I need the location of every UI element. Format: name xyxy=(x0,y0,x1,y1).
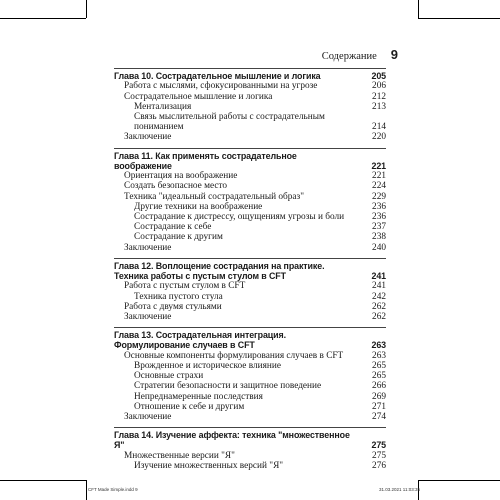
toc-entry-text: Ориентация на воображение xyxy=(124,171,238,182)
toc-entry-text: Заключение xyxy=(124,242,172,253)
chapter-title-text: Глава 14. Изучение аффекта: техника "множественное Я" xyxy=(114,430,350,451)
toc-entry-page: 206 xyxy=(372,81,386,92)
toc-entry-page: 241 xyxy=(372,281,386,292)
toc-entry-page: 237 xyxy=(372,222,386,233)
toc-chapter-title xyxy=(114,149,386,172)
toc-entry-text: Основные компоненты формулирования случаев в CFT xyxy=(124,350,344,361)
toc-entry xyxy=(114,302,386,312)
page-number: 9 xyxy=(390,47,398,62)
toc-entry-text: Сострадательное мышление и логика xyxy=(124,91,273,102)
toc-entry-text: Заключение xyxy=(124,132,172,143)
toc-entry xyxy=(114,232,386,242)
toc-entry-page: 266 xyxy=(372,381,386,392)
chapter-page-number: 241 xyxy=(371,271,386,282)
toc-entry-text: Сострадание к дистрессу, ощущениям угрозы и боли xyxy=(134,211,345,222)
toc-entry xyxy=(114,351,386,361)
toc-entry xyxy=(114,171,386,181)
toc-chapter-title xyxy=(114,69,386,81)
toc-entry-text: Создать безопасное место xyxy=(124,181,228,192)
toc-entry xyxy=(114,281,386,291)
crop-mark xyxy=(0,18,86,19)
toc-entry xyxy=(114,371,386,381)
toc-entry xyxy=(114,212,386,222)
chapter-title-text: Глава 13. Сострадательная интеграция. Формулирование случаев в CFT xyxy=(114,330,286,351)
print-slug-file: CFT Made Simple.indd 9 xyxy=(88,487,138,492)
toc-entry-page: 263 xyxy=(372,350,386,361)
toc-chapter xyxy=(114,258,386,322)
toc-entry-text: Другие техники на воображение xyxy=(134,201,263,212)
chapter-title-text: Глава 12. Воплощение сострадания на практике. Техника работы с пустым стулом в CFT xyxy=(114,260,325,282)
running-header xyxy=(322,47,398,62)
toc-entry-text: Непреднамеренные последствия xyxy=(134,391,263,402)
crop-mark xyxy=(0,480,86,481)
toc-entry-text: Работа с двумя стульями xyxy=(124,301,222,312)
toc-entry xyxy=(114,102,386,112)
toc-entry xyxy=(114,81,386,91)
toc-entry-text: Работа с пустым стулом в CFT xyxy=(124,281,246,292)
toc-entry-page: 269 xyxy=(372,391,386,402)
toc-entry-page: 240 xyxy=(372,242,386,253)
toc-entry-page: 229 xyxy=(372,191,386,202)
toc-entry-page: 213 xyxy=(372,101,386,112)
toc-entry-page: 274 xyxy=(372,411,386,422)
toc-chapter-title xyxy=(114,428,386,451)
chapter-title-text: Глава 10. Сострадательное мышление и логика xyxy=(114,71,321,81)
toc-entry-page: 238 xyxy=(372,232,386,243)
toc-entry-text: Отношение к себе и другим xyxy=(134,401,245,412)
toc-entry-page: 265 xyxy=(372,360,386,371)
toc-entry-text: Ментализация xyxy=(134,101,192,112)
toc-entry xyxy=(114,412,386,422)
toc-entry-text: Сострадание к другим xyxy=(134,232,223,243)
toc-chapter xyxy=(114,68,386,143)
toc-entry xyxy=(114,402,386,412)
toc-chapter xyxy=(114,327,386,422)
toc-entry xyxy=(114,461,386,471)
toc-chapter-title xyxy=(114,328,386,351)
toc-entry xyxy=(114,202,386,212)
crop-mark xyxy=(418,480,500,481)
toc-entry xyxy=(114,292,386,302)
toc-entry-text: Заключение xyxy=(124,411,172,422)
toc-entry-text: Стратегии безопасности и защитное поведение xyxy=(134,381,322,392)
toc-entry-page: 221 xyxy=(372,171,386,182)
toc-entry xyxy=(114,361,386,371)
toc-entry xyxy=(114,92,386,102)
toc-entry-page: 262 xyxy=(372,311,386,322)
toc-entry-text: Связь мыслительной работы с сострадательным пониманием xyxy=(134,111,325,133)
toc-entry-text: Техника пустого стула xyxy=(134,291,223,302)
toc-entry xyxy=(114,181,386,191)
toc-entry xyxy=(114,132,386,142)
toc-entry xyxy=(114,392,386,402)
toc-entry xyxy=(114,451,386,461)
crop-mark xyxy=(418,18,500,19)
toc-entry-text: Изучение множественных версий "Я" xyxy=(134,460,284,471)
toc-chapter xyxy=(114,427,386,471)
toc-entry-page: 236 xyxy=(372,211,386,222)
toc-entry-text: Врожденное и историческое влияние xyxy=(134,360,281,371)
print-slug xyxy=(88,487,420,492)
crop-mark xyxy=(86,0,87,18)
running-header-title: Содержание xyxy=(321,51,377,62)
crop-mark xyxy=(86,480,87,500)
toc-entry-text: Работа с мыслями, сфокусированными на угрозе xyxy=(124,81,318,92)
chapter-title-text: Глава 11. Как применять сострадательное воображение xyxy=(114,150,297,171)
toc-entry xyxy=(114,222,386,232)
toc-entry-page: 262 xyxy=(372,301,386,312)
toc-entry-page: 242 xyxy=(372,291,386,302)
print-slug-date: 31.03.2021 11:03:35 xyxy=(379,487,420,492)
chapter-page-number: 275 xyxy=(371,440,386,451)
toc-chapter-title xyxy=(114,259,386,282)
toc-entry xyxy=(114,192,386,202)
toc-entry-page: 276 xyxy=(372,460,386,471)
chapter-page-number: 205 xyxy=(371,71,386,81)
toc-entry-page: 212 xyxy=(372,91,386,102)
toc-entry xyxy=(114,243,386,253)
toc-entry-text: Заключение xyxy=(124,311,172,322)
toc-entry-page: 271 xyxy=(372,401,386,412)
toc-entry-page: 265 xyxy=(372,371,386,382)
chapter-page-number: 221 xyxy=(371,160,386,171)
toc-entry-text: Сострадание к себе xyxy=(134,222,212,233)
toc-entry-page: 220 xyxy=(372,132,386,143)
toc-entry-text: Техника "идеальный сострадательный образ" xyxy=(124,191,305,202)
chapter-page-number: 263 xyxy=(371,340,386,351)
toc-entry-text: Основные страхи xyxy=(134,371,204,382)
toc-entry-page: 214 xyxy=(372,122,386,133)
crop-mark xyxy=(418,0,419,18)
toc-entry-page: 236 xyxy=(372,201,386,212)
toc-chapter xyxy=(114,148,386,253)
toc-entry-text: Множественные версии "Я" xyxy=(124,450,235,461)
toc-entry xyxy=(114,381,386,391)
toc-entry-page: 224 xyxy=(372,181,386,192)
toc-entry xyxy=(114,312,386,322)
toc-entry xyxy=(114,112,386,132)
toc-entry-page: 275 xyxy=(372,450,386,461)
table-of-contents xyxy=(114,65,386,476)
